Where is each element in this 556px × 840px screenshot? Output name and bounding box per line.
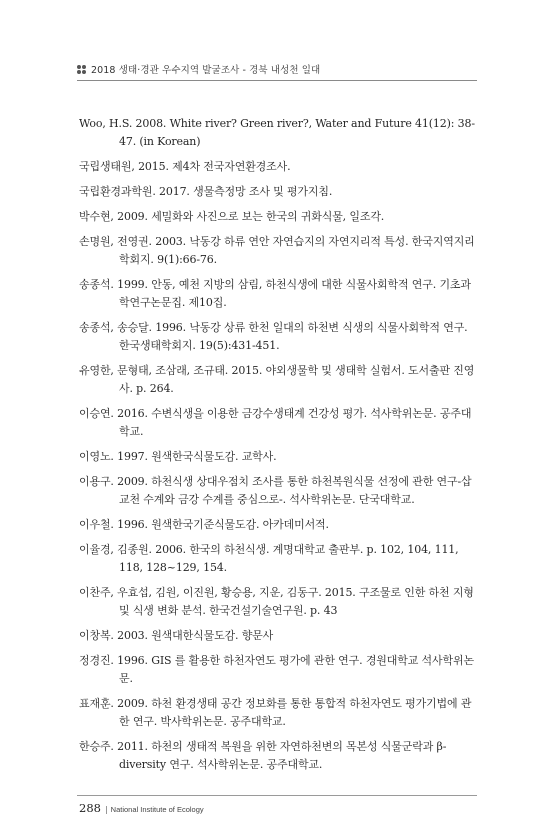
- reference-item: 국립생태원, 2015. 제4차 전국자연환경조사.: [79, 160, 291, 173]
- reference-item: 정경진. 1996. GIS 를 활용한 하천자연도 평가에 관한 연구. 경원대학교 석사학위논문.: [79, 654, 474, 685]
- reference-item: 이우철. 1996. 원색한국기준식물도감. 아카데미서적.: [79, 518, 329, 531]
- page-number: 288: [79, 801, 101, 815]
- reference-item: 표재훈. 2009. 하천 환경생태 공간 정보화를 통한 통합적 하천자연도 평가기법에 관한 연구. 박사학위논문. 공주대학교.: [79, 697, 472, 728]
- reference-item: 이승연. 2016. 수변식생을 이용한 금강수생태계 건강성 평가. 석사학위논문. 공주대학교.: [79, 407, 472, 438]
- header-title: 2018 생태·경관 우수지역 발굴조사 - 경북 내성천 일대: [91, 65, 321, 76]
- running-header: [77, 60, 477, 78]
- reference-item: 송종석, 송승달. 1996. 낙동강 상류 한천 일대의 하천변 식생의 식물사회학적 연구. 한국생태학회지. 19(5):431-451.: [79, 321, 468, 352]
- page-footer: [79, 801, 204, 815]
- header-dots-icon: [77, 65, 86, 74]
- header-divider: [77, 80, 477, 81]
- footer-separator: |: [104, 805, 108, 814]
- reference-item: 박수현, 2009. 세밀화와 사진으로 보는 한국의 귀화식물, 일조각.: [79, 210, 385, 223]
- reference-item: Woo, H.S. 2008. White river? Green river?, Water and Future 41(12): 38-47. (in Korean): [79, 117, 475, 148]
- reference-item: 국립환경과학원. 2017. 생물측정망 조사 및 평가지침.: [79, 185, 333, 198]
- institution-name: National Institute of Ecology: [110, 805, 204, 814]
- reference-item: 이용구. 2009. 하천식생 상대우점치 조사를 통한 하천복원식물 선정에 관한 연구-삽교천 수계와 금강 수계를 중심으로-. 석사학위논문. 단국대학교.: [79, 475, 472, 506]
- reference-item: 송종석. 1999. 안동, 예천 지방의 삼림, 하천식생에 대한 식물사회학적 연구. 기초과학연구논문집. 제10집.: [79, 278, 471, 309]
- reference-item: 이영노. 1997. 원색한국식물도감. 교학사.: [79, 450, 277, 463]
- reference-list: [79, 115, 479, 781]
- footer-divider: [77, 795, 477, 796]
- reference-item: 유영한, 문형태, 조삼래, 조규태. 2015. 야외생물학 및 생태학 실험서. 도서출판 진영사. p. 264.: [79, 364, 475, 395]
- reference-item: 이찬주, 우효섭, 김원, 이진원, 황승용, 지운, 김동구. 2015. 구조물로 인한 하천 지형 및 식생 변화 분석. 한국건설기술연구원. p. 43: [79, 586, 474, 617]
- reference-item: 한승주. 2011. 하천의 생태적 복원을 위한 자연하천변의 목본성 식물군락과 β-diversity 연구. 석사학위논문. 공주대학교.: [79, 740, 447, 771]
- reference-item: 이창복. 2003. 원색대한식물도감. 향문사: [79, 629, 274, 642]
- reference-item: 이율경, 김종원. 2006. 한국의 하천식생. 계명대학교 출판부. p. 102, 104, 111, 118, 128~129, 154.: [79, 543, 459, 574]
- reference-item: 손명원, 전영권. 2003. 낙동강 하류 연안 자연습지의 자연지리적 특성. 한국지역지리학회지. 9(1):66-76.: [79, 235, 475, 266]
